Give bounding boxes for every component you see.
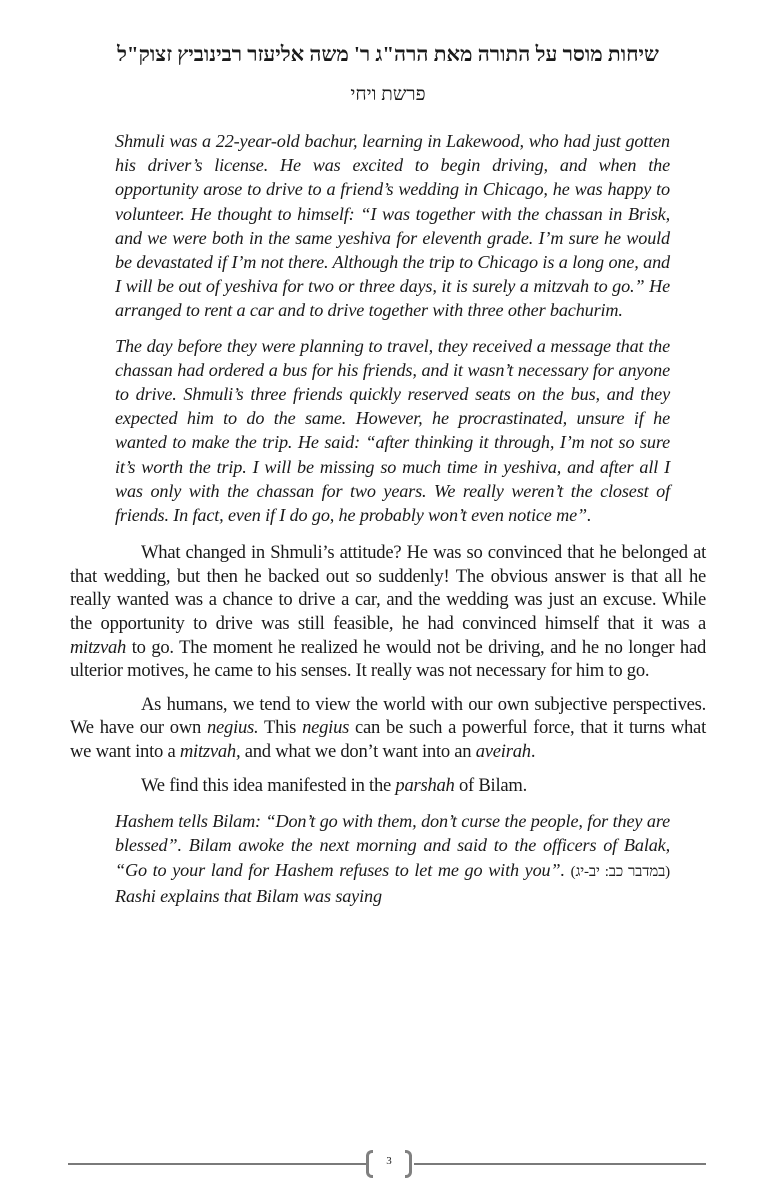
quote-block bbox=[115, 809, 670, 908]
body-paragraph bbox=[70, 541, 706, 683]
left-bracket-icon bbox=[366, 1150, 373, 1178]
page-number: 3 bbox=[386, 1155, 392, 1167]
body-text: of Bilam. bbox=[454, 774, 527, 796]
quote-text: Rashi explains that Bilam was saying bbox=[115, 885, 382, 906]
italic-term: negius. bbox=[207, 717, 259, 739]
page-footer bbox=[68, 1150, 706, 1186]
italic-term: mitzvah bbox=[70, 636, 127, 658]
page-content bbox=[70, 129, 706, 919]
body-paragraph bbox=[70, 693, 706, 764]
story-paragraph: The day before they were planning to travel, they received a message that the chassan had ordered a bus for his friends, and it wasn’t necessary for anyone to drive. Shmuli’s three friends quickly reserved seats on the bus, and they expected him to do the same. However, he procrastinated, unsure if he wanted to make the trip. He said: “after thinking it through, I’m not so sure it’s worth the trip. I will be missing so much time in yeshiva, and after all I was only with the chassan for two years. We really weren’t the closest of friends. In fact, even if I do go, he probably won’t even notice me”. bbox=[115, 335, 670, 526]
body-text: to go. The moment he realized he would not be driving, and he no longer had ulterior motives, he came to his senses. It really was not necessary for him to go. bbox=[70, 636, 706, 682]
body-text: can be such a powerful force, that it turns what we want into a bbox=[70, 717, 706, 762]
hebrew-citation: (במדבר כב: יב-יג) bbox=[570, 863, 670, 880]
body-text: What changed in Shmuli’s attitude? He was so convinced that he belonged at that wedding, but then he backed out so suddenly! The obvious answer is that all he really wanted was a chance to drive a car, and the wedding was just an excuse. While the opportunity to drive was still feasible, he had convinced himself that it was a bbox=[70, 542, 706, 635]
body-text: We find this idea manifested in the bbox=[141, 774, 396, 796]
italic-term: parshah bbox=[395, 774, 455, 796]
italic-term: negius bbox=[302, 717, 350, 739]
body-text: This bbox=[258, 717, 303, 739]
body-paragraph bbox=[70, 774, 706, 798]
right-bracket-icon bbox=[405, 1150, 412, 1178]
running-header-title: שיחות מוסר על התורה מאת הרה"ג ר' משה אליעזר רבינוביץ זצוק"ל bbox=[117, 42, 659, 66]
parsha-subtitle: פרשת ויחי bbox=[350, 84, 426, 105]
story-paragraph: Shmuli was a 22-year-old bachur, learning in Lakewood, who had just gotten his driver’s license. He was excited to begin driving, and when the opportunity arose to drive to a friend’s wedding in Chicago, he was happy to volunteer. He thought to himself: “I was together with the chassan in Brisk, and we were both in the same yeshiva for eleventh grade. I’m sure he would be devastated if I’m not there. Although the trip to Chicago is a long one, and I will be out of yeshiva for two or three days, it is surely a mitzvah to go.” He arranged to rent a car and to drive together with three other bachurim. bbox=[115, 131, 670, 321]
body-text: . bbox=[530, 741, 536, 762]
quote-text: Hashem tells Bilam: “Don’t go with them, don’t curse the people, for they are blessed”. Bilam awoke the next morning and said to the officers of Balak, “Go to your land for Hashem refuses to let me go with you”. bbox=[115, 811, 670, 880]
quote-paragraph bbox=[115, 809, 670, 908]
body-text: and what we don’t want into an bbox=[240, 741, 476, 762]
footer-rule-left bbox=[68, 1163, 366, 1165]
footer-rule-right bbox=[414, 1163, 706, 1165]
italic-term: aveirah bbox=[475, 741, 531, 762]
italic-term: mitzvah, bbox=[179, 741, 241, 762]
story-block bbox=[115, 129, 670, 527]
body-text: As humans, we tend to view the world with our own subjective perspectives. We have our own bbox=[70, 693, 706, 739]
